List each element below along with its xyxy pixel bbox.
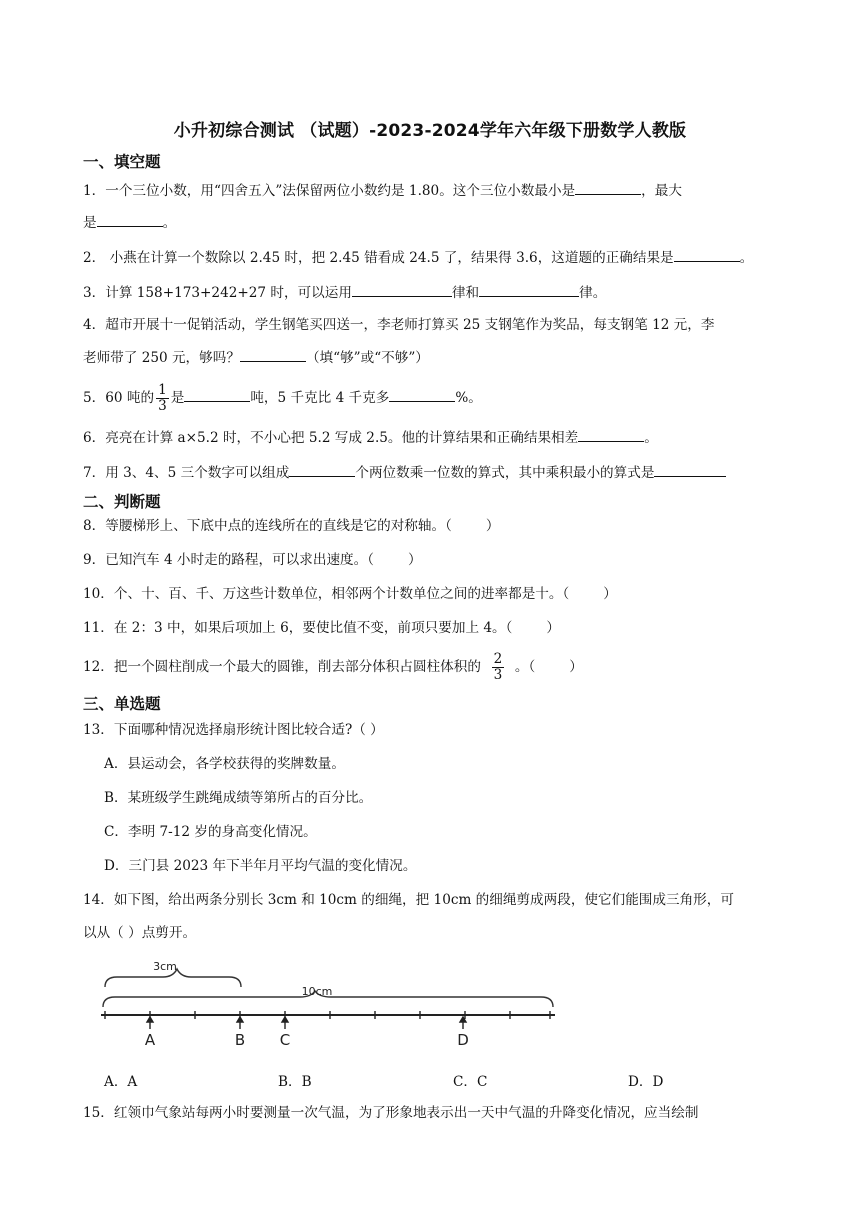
question-text: ） xyxy=(546,620,560,636)
question-1-line-2 xyxy=(83,212,176,233)
question-text: 律。 xyxy=(579,285,607,301)
question-text: 老师带了 250 元，够吗？ xyxy=(83,350,240,366)
answer-blank[interactable] xyxy=(654,462,726,477)
point-label-c: C xyxy=(279,1031,291,1049)
question-13-option-c[interactable]: C．李明 7-12 岁的身高变化情况。 xyxy=(104,824,317,840)
page-title: 小升初综合测试 （试题）-2023-2024学年六年级下册数学人教版 xyxy=(173,121,687,141)
question-13-option-a[interactable]: A．县运动会，各学校获得的奖牌数量。 xyxy=(104,756,345,772)
question-text: 。 xyxy=(644,430,658,446)
answer-blank[interactable] xyxy=(240,347,306,362)
arrowhead-b xyxy=(237,1017,243,1022)
question-14-option-b[interactable]: B．B xyxy=(278,1074,312,1090)
question-text: 。（ xyxy=(514,659,536,675)
fraction-one-third xyxy=(156,383,169,414)
label-10cm: 10cm xyxy=(301,985,333,998)
answer-blank[interactable] xyxy=(575,180,641,195)
answer-blank[interactable] xyxy=(289,462,355,477)
question-text: 12．把一个圆柱削成一个最大的圆锥，削去部分体积占圆柱体积的 xyxy=(83,659,481,675)
question-1-line-1 xyxy=(83,180,682,201)
question-6 xyxy=(83,427,658,448)
question-text: ） xyxy=(408,552,422,568)
point-label-a: A xyxy=(144,1031,156,1049)
question-12 xyxy=(83,648,583,686)
question-3 xyxy=(83,282,606,303)
question-text: 。 xyxy=(739,250,754,266)
question-text: ） xyxy=(485,518,500,534)
question-text: 是 xyxy=(170,390,185,406)
question-text: 7．用 3、4、5 三个数字可以组成 xyxy=(83,465,290,481)
question-11 xyxy=(83,618,560,638)
question-text: 8．等腰梯形上、下底中点的连线所在的直线是它的对称轴。（ xyxy=(83,518,452,534)
answer-blank[interactable] xyxy=(352,282,452,297)
question-14-stem-line-2: 以从（ ）点剪开。 xyxy=(83,925,197,941)
arrowhead-a xyxy=(147,1017,153,1022)
section-heading-true-false: 二、判断题 xyxy=(83,493,161,511)
question-text: ） xyxy=(569,659,583,675)
question-7 xyxy=(83,462,726,483)
answer-blank[interactable] xyxy=(389,387,455,402)
question-5 xyxy=(83,382,482,414)
fraction-numerator: 1 xyxy=(158,382,167,398)
point-label-b: B xyxy=(234,1031,246,1049)
fraction-two-thirds xyxy=(492,652,505,683)
question-text: 1．一个三位小数，用“四舍五入”法保留两位小数约是 1.80。这个三位小数最小是 xyxy=(83,183,576,199)
question-15-stem: 15．红领巾气象站每两小时要测量一次气温，为了形象地表示出一天中气温的升降变化情况，应当绘制 xyxy=(83,1105,699,1121)
question-text: %。 xyxy=(455,390,482,406)
section-heading-single-choice: 三、单选题 xyxy=(83,695,161,713)
question-13-stem: 13．下面哪种情况选择扇形统计图比较合适?（ ） xyxy=(83,722,384,738)
section-heading-fill-blank: 一、填空题 xyxy=(83,153,161,171)
question-text: 9．已知汽车 4 小时走的路程，可以求出速度。（ xyxy=(83,552,375,568)
answer-blank[interactable] xyxy=(479,282,579,297)
question-13-option-b[interactable]: B．某班级学生跳绳成绩等第所占的百分比。 xyxy=(104,790,373,806)
answer-blank[interactable] xyxy=(97,212,163,227)
fraction-numerator: 2 xyxy=(493,651,503,667)
question-text: 是 xyxy=(83,215,97,231)
question-text: 个两位数乘一位数的算式，其中乘积最小的算式是 xyxy=(355,465,655,481)
rope-figure xyxy=(95,955,565,1050)
question-14-option-d[interactable]: D．D xyxy=(628,1074,664,1090)
fraction-denominator: 3 xyxy=(493,667,503,683)
question-text: 5．60 吨的 xyxy=(83,390,155,406)
question-text: 11．在 2：3 中，如果后项加上 6，要使比值不变，前项只要加上 4。（ xyxy=(83,620,513,636)
question-text: 3．计算 158+173+242+27 时，可以运用 xyxy=(83,285,352,301)
answer-blank[interactable] xyxy=(184,387,250,402)
question-14-option-a[interactable]: A．A xyxy=(104,1074,138,1090)
question-text: 2． 小燕在计算一个数除以 2.45 时，把 2.45 错看成 24.5 了，结果得 3.6，这道题的正确结果是 xyxy=(83,250,674,266)
question-text: 律和 xyxy=(451,285,480,301)
question-text: ） xyxy=(603,586,617,602)
question-8 xyxy=(83,516,499,536)
question-10 xyxy=(83,584,617,604)
label-3cm: 3cm xyxy=(153,960,177,973)
answer-blank[interactable] xyxy=(578,427,644,442)
question-4-line-1: 4．超市开展十一促销活动，学生钢笔买四送一，李老师打算买 25 支钢笔作为奖品，每支钢笔 12 元，李 xyxy=(83,317,715,333)
question-text: 10．个、十、百、千、万这些计数单位，相邻两个计数单位之间的进率都是十。（ xyxy=(83,586,570,602)
point-label-d: D xyxy=(457,1031,469,1049)
arrowhead-c xyxy=(282,1017,288,1022)
answer-blank[interactable] xyxy=(674,247,740,262)
question-text: 吨，5 千克比 4 千克多 xyxy=(250,390,390,406)
fraction-denominator: 3 xyxy=(158,398,167,414)
question-text: 。 xyxy=(162,215,177,231)
question-text: 6．亮亮在计算 a×5.2 时，不小心把 5.2 写成 2.5。他的计算结果和正确结果相差 xyxy=(83,430,579,446)
question-14-option-c[interactable]: C．C xyxy=(453,1074,488,1090)
question-13-option-d[interactable]: D．三门县 2023 年下半年月平均气温的变化情况。 xyxy=(104,858,417,874)
question-9 xyxy=(83,550,422,570)
question-14-stem-line-1: 14．如下图，给出两条分别长 3cm 和 10cm 的细绳，把 10cm 的细绳剪成两段，使它们能围成三角形，可 xyxy=(83,892,734,908)
question-2 xyxy=(83,247,753,268)
question-text: （填“够”或“不够”） xyxy=(305,350,429,366)
question-4-line-2 xyxy=(83,347,429,368)
question-text: ，最大 xyxy=(641,183,682,199)
